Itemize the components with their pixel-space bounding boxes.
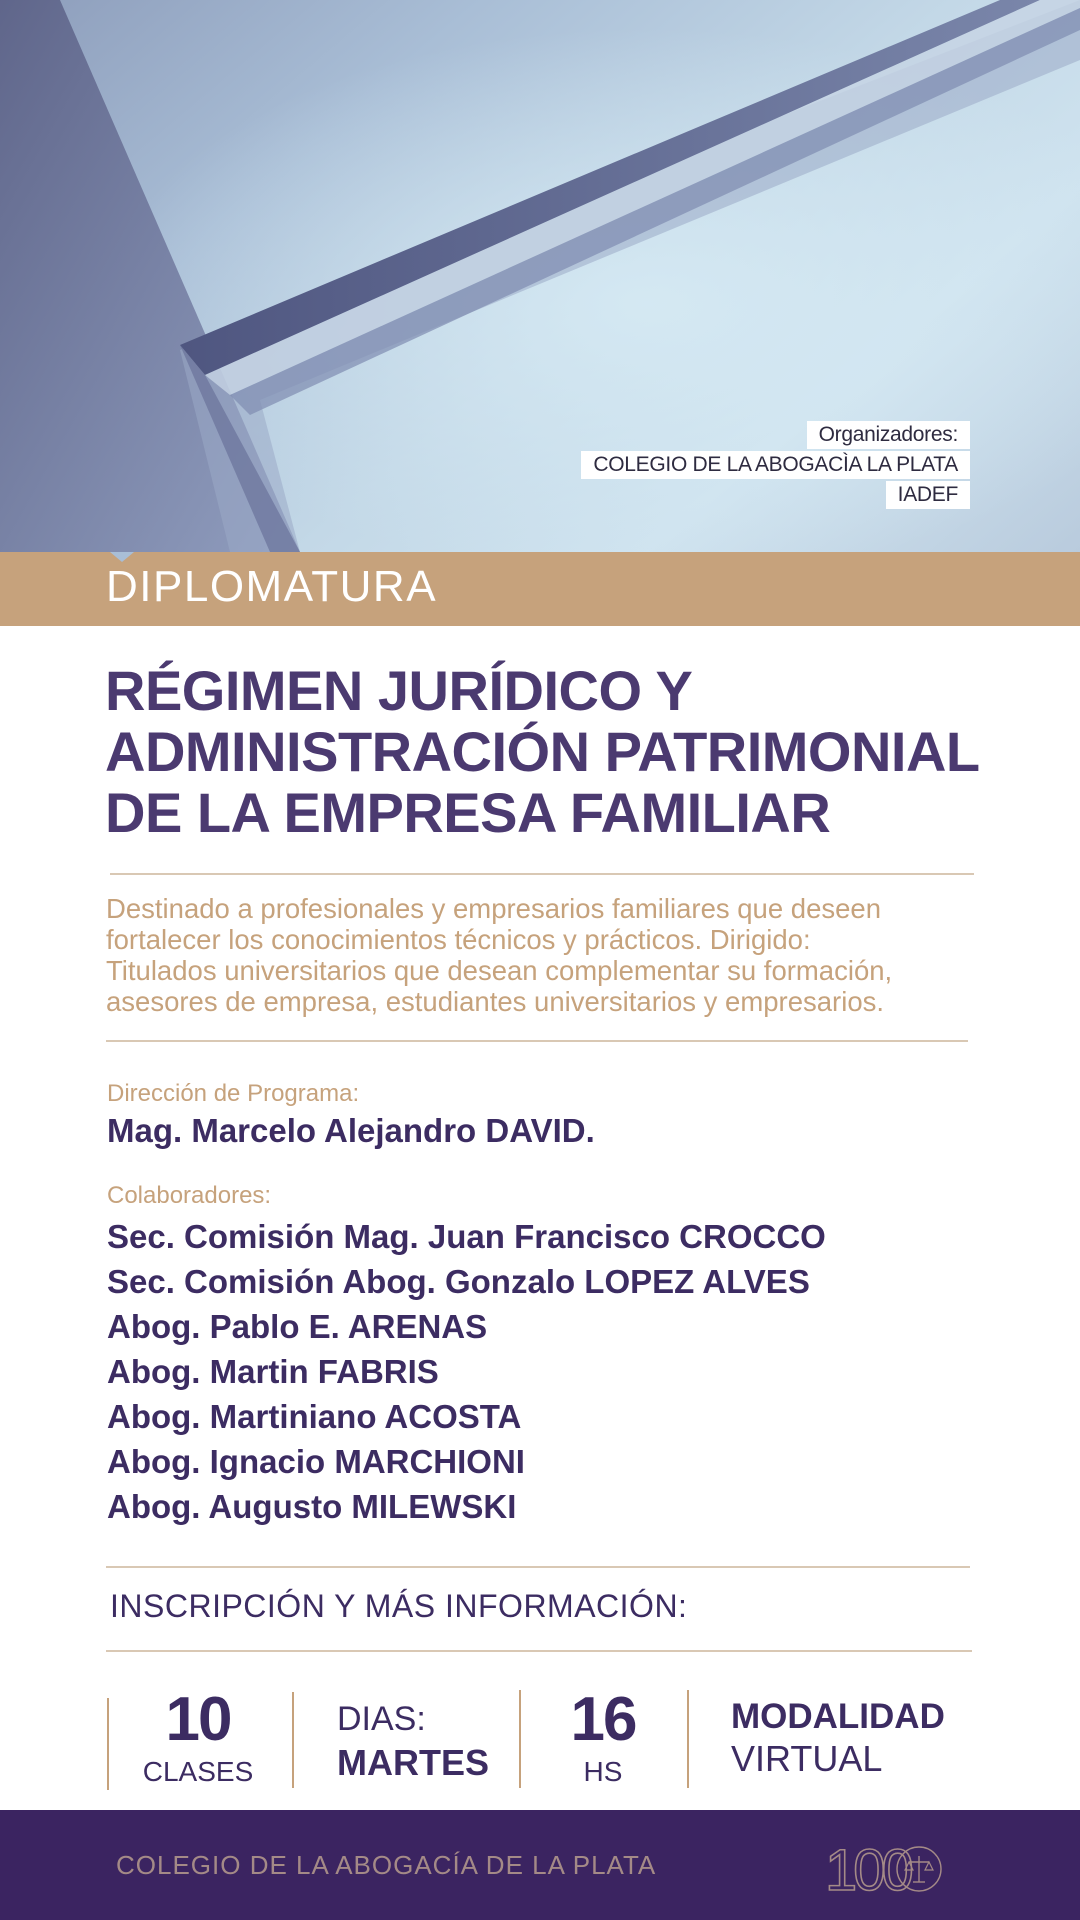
divider [110,873,974,875]
page-title [105,660,1005,843]
info-separator [687,1690,689,1788]
days-value: MARTES [337,1742,489,1783]
description-line: asesores de empresa, estudiantes universitarios y empresarios. [106,986,885,1017]
registration-heading[interactable]: INSCRIPCIÓN Y MÁS INFORMACIÓN: [110,1588,688,1624]
title-line: DE LA EMPRESA FAMILIAR [105,781,831,844]
organizers-box [581,421,970,511]
classes-label: CLASES [142,1756,254,1787]
description-line: Titulados universitarios que desean complementar su formación, [106,955,893,986]
direction-label: Dirección de Programa: [107,1080,360,1107]
collaborator-item: Abog. Martiniano ACOSTA [107,1398,522,1435]
description [106,893,986,1017]
days-label: DIAS: [337,1700,426,1738]
organizer-iadef: IADEF [886,481,970,509]
description-line: Destinado a profesionales y empresarios familiares que deseen [106,893,882,924]
hour-value: 16 [570,1685,636,1754]
organizer-colegio: COLEGIO DE LA ABOGACÌA LA PLATA [581,451,970,479]
description-line: fortalecer los conocimientos técnicos y prácticos. Dirigido: [106,924,811,955]
title-line: ADMINISTRACIÓN PATRIMONIAL [105,720,980,783]
hero-image [0,0,1080,552]
collaborator-item: Sec. Comisión Mag. Juan Francisco CROCCO [107,1218,826,1255]
divider [106,1040,968,1042]
centenary-logo-icon [825,1836,955,1898]
organizers-label: Organizadores: [807,421,970,449]
footer-institution: COLEGIO DE LA ABOGACÍA DE LA PLATA [116,1850,657,1880]
collaborators-list [107,1214,826,1529]
modality-label: MODALIDAD [731,1697,945,1736]
divider [106,1650,972,1652]
info-separator [292,1692,294,1788]
info-separator [519,1690,521,1788]
collaborators-label: Colaboradores: [107,1182,272,1209]
category-label: DIPLOMATURA [106,562,438,611]
collaborator-item: Abog. Pablo E. ARENAS [107,1308,488,1345]
collaborator-item: Sec. Comisión Abog. Gonzalo LOPEZ ALVES [107,1263,810,1300]
hour-label: HS [583,1756,623,1787]
director-name: Mag. Marcelo Alejandro DAVID. [107,1112,595,1149]
band-notch [110,552,134,562]
collaborator-item: Abog. Ignacio MARCHIONI [107,1443,525,1480]
classes-count: 10 [165,1685,231,1754]
logo-number: 100 [825,1838,910,1898]
collaborator-item: Abog. Augusto MILEWSKI [107,1488,517,1525]
modality-value: VIRTUAL [731,1738,883,1779]
info-separator [107,1698,109,1790]
title-line: RÉGIMEN JURÍDICO Y [105,659,693,722]
divider [106,1566,970,1568]
collaborator-item: Abog. Martin FABRIS [107,1353,439,1390]
